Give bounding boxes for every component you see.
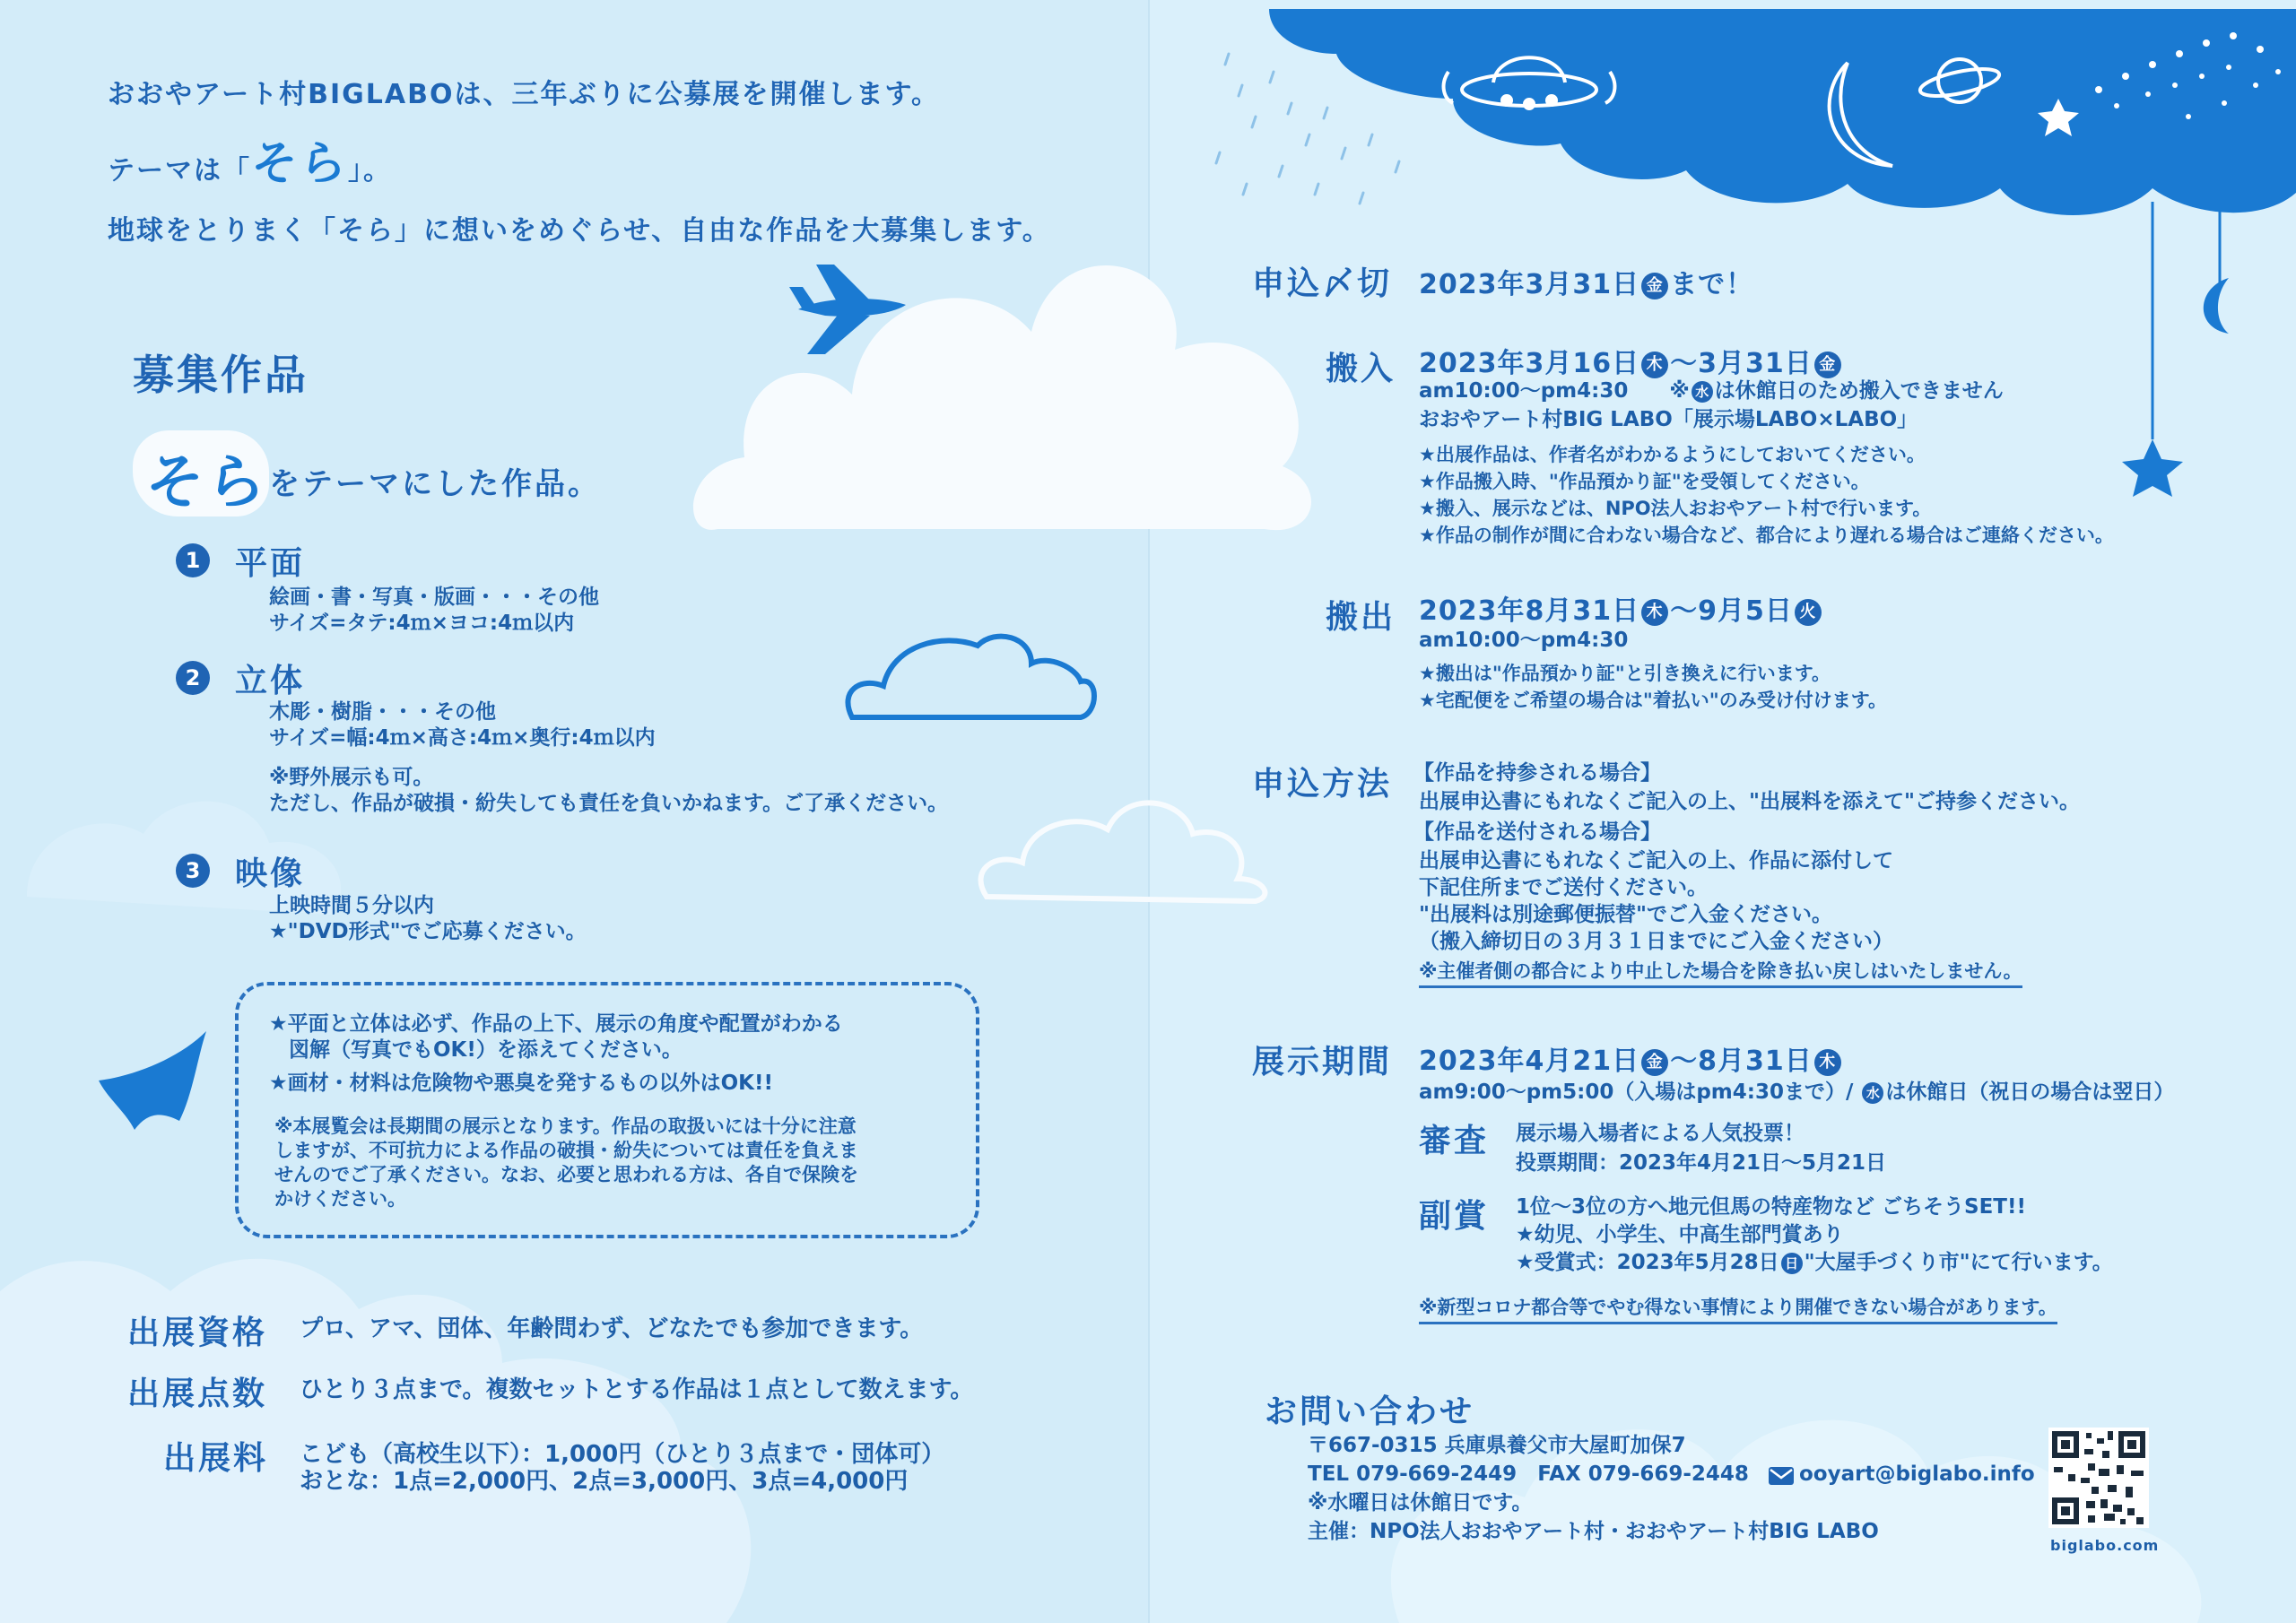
theme-suffix: 」。 — [348, 155, 393, 187]
carry-in-time-line — [1419, 378, 2004, 404]
exhibit-date-start: 2023年4月21日 — [1419, 1046, 1640, 1077]
category-2-line2: サイズ=幅:4ｍ×高さ:4ｍ×奥行:4ｍ以内 — [269, 726, 656, 750]
carry-in-place: おおやアート村BIG LABO「展示場LABO×LABO」 — [1419, 408, 1918, 431]
prize-line3-prefix: ★受賞式：2023年5月28日 — [1516, 1251, 1779, 1274]
bird-illustration — [99, 1031, 206, 1130]
notes-line4: ※本展覧会は長期間の展示となります。作品の取扱いには十分に注意 — [274, 1115, 857, 1137]
carry-in-label: 搬入 — [1326, 351, 1396, 387]
exhibit-label: 展示期間 — [1252, 1044, 1393, 1081]
carry-in-bullet2: ★作品搬入時、"作品預かり証"を受領してください。 — [1419, 471, 1870, 492]
count-label: 出展点数 — [127, 1376, 268, 1412]
covid-note: ※新型コロナ都合等でやむ得ない事情により開催できない場合があります。 — [1419, 1296, 2057, 1324]
deadline-date-line — [1419, 262, 1753, 301]
works-theme-text: をテーマにした作品。 — [269, 466, 601, 502]
prize-line1: 1位〜3位の方へ地元但馬の特産物など ごちそうSET!! — [1516, 1195, 2026, 1219]
fee-line1: こども（高校生以下）：1,000円（ひとり３点まで・団体可） — [300, 1441, 945, 1468]
carry-in-date-line — [1419, 341, 1843, 380]
eligibility-text: プロ、アマ、団体、年齢問わず、どなたでも参加できます。 — [300, 1315, 924, 1342]
fee-line2: おとな：1点=2,000円、2点=3,000円、3点=4,000円 — [300, 1468, 909, 1495]
exhibit-tilde: 〜 — [1670, 1046, 1699, 1077]
theme-prefix: テーマは「 — [108, 155, 251, 187]
judge-line2: 投票期間：2023年4月21日〜5月21日 — [1516, 1151, 1887, 1175]
prize-line2: ★幼児、小学生、中高生部門賞あり — [1516, 1223, 1844, 1246]
sora-tag-word: そら — [145, 447, 267, 516]
carry-out-tilde: 〜 — [1670, 595, 1699, 627]
deadline-label: 申込〆切 — [1252, 265, 1393, 302]
carry-in-date-start: 2023年3月16日 — [1419, 348, 1640, 379]
intro-line1: おおやアート村BIGLABOは、三年ぶりに公募展を開催します。 — [108, 79, 941, 110]
judge-line1: 展示場入場者による人気投票！ — [1516, 1122, 1805, 1145]
night-sky-cloud — [1269, 9, 2296, 215]
apply-case2-title: 【作品を送付される場合】 — [1413, 820, 1661, 844]
hanging-moon-illustration — [2204, 278, 2229, 334]
carry-out-time: am10:00〜pm4:30 — [1419, 629, 1629, 652]
contact-closed: ※水曜日は休館日です。 — [1308, 1491, 1533, 1515]
carry-in-tilde: 〜 — [1670, 348, 1699, 379]
eligibility-label: 出展資格 — [127, 1315, 268, 1351]
carry-out-date-start: 2023年8月31日 — [1419, 595, 1640, 627]
category-1-line1: 絵画・書・写真・版画・・・その他 — [269, 586, 599, 609]
judge-label: 審査 — [1419, 1123, 1490, 1159]
carry-in-note-day: 水 — [1692, 381, 1713, 403]
site-url[interactable]: biglabo.com — [2050, 1537, 2160, 1554]
apply-label: 申込方法 — [1252, 766, 1393, 803]
apply-case2-line3: "出展料は別途郵便振替"でご入金ください。 — [1419, 903, 1832, 926]
carry-out-date-line — [1419, 588, 1823, 628]
category-2-line1: 木彫・樹脂・・・その他 — [269, 700, 496, 724]
count-text: ひとり３点まで。複数セットとする作品は１点として数えます。 — [300, 1376, 974, 1403]
deadline-suffix: まで！ — [1670, 269, 1754, 300]
carry-out-date-end: 9月5日 — [1698, 595, 1793, 627]
intro-line3: 地球をとりまく「そら」に想いをめぐらせ、自由な作品を大募集します。 — [108, 215, 1051, 247]
notes-line1: ★平面と立体は必ず、作品の上下、展示の角度や配置がわかる — [269, 1012, 843, 1036]
notes-line5: しますが、不可抗力による作品の破損・紛失については責任を負えま — [274, 1140, 858, 1161]
carry-out-bullet1: ★搬出は"作品預かり証"と引き換えに行います。 — [1419, 663, 1831, 684]
carry-in-bullet1: ★出展作品は、作者名がわかるようにしておいてください。 — [1419, 444, 1926, 465]
qr-code-icon[interactable] — [2048, 1428, 2149, 1528]
prize-line3-day: 日 — [1781, 1253, 1803, 1274]
category-3-line1: 上映時間５分以内 — [269, 894, 434, 917]
category-number-2: 2 — [176, 661, 210, 695]
fee-label: 出展料 — [163, 1440, 269, 1477]
exhibit-date-line — [1419, 1038, 1843, 1078]
deadline-date: 2023年3月31日 — [1419, 269, 1640, 300]
apply-case1-title: 【作品を持参される場合】 — [1413, 761, 1661, 785]
apply-case2-line2: 下記住所までご送付ください。 — [1419, 876, 1708, 899]
category-title-2: 立体 — [235, 663, 306, 699]
theme-word: そら — [251, 137, 349, 191]
category-3-line2: ★"DVD形式"でご応募ください。 — [269, 920, 587, 943]
carry-in-time: am10:00〜pm4:30 — [1419, 379, 1629, 403]
intro-theme-line — [108, 126, 392, 193]
category-number-1: 1 — [176, 543, 210, 577]
hanging-star-illustration — [2122, 439, 2183, 497]
contact-tel-fax: TEL 079-669-2449 FAX 079-669-2448 — [1308, 1462, 1749, 1486]
contact-heading: お問い合わせ — [1265, 1393, 1475, 1430]
carry-in-note: は休館日のため搬入できません — [1714, 379, 2004, 403]
exhibit-hours-line — [1419, 1080, 2174, 1106]
category-number-3: 3 — [176, 854, 210, 888]
category-title-1: 平面 — [235, 545, 306, 582]
carry-in-day-start: 木 — [1641, 352, 1668, 378]
deadline-day-badge: 金 — [1641, 273, 1668, 299]
notes-line6: せんのでご了承ください。なお、必要と思われる方は、各自で保険を — [274, 1164, 858, 1185]
carry-out-label: 搬出 — [1326, 599, 1396, 636]
outline-cloud-illustration — [848, 637, 1094, 717]
apply-note: ※主催者側の都合により中止した場合を除き払い戻しはいたしません。 — [1419, 959, 2022, 988]
carry-in-date-end: 3月31日 — [1698, 348, 1813, 379]
carry-in-bullet3: ★搬入、展示などは、NPO法人おおやアート村で行います。 — [1419, 498, 1932, 519]
exhibit-date-end: 8月31日 — [1698, 1046, 1813, 1077]
apply-case2-line4: （搬入締切日の３月３１日までにご入金ください） — [1419, 930, 1893, 953]
contact-email[interactable]: ooyart@biglabo.info — [1799, 1462, 2035, 1486]
category-2-note1: ※野外展示も可。 — [269, 766, 434, 789]
prize-line3 — [1516, 1250, 2113, 1276]
exhibit-hours-day: 水 — [1862, 1082, 1883, 1104]
white-outline-cloud — [981, 803, 1265, 901]
works-heading: 募集作品 — [133, 351, 309, 399]
carry-in-day-end: 金 — [1814, 352, 1841, 378]
carry-in-note-prefix: ※ — [1669, 379, 1690, 403]
carry-out-day-end: 火 — [1795, 599, 1822, 626]
apply-case1-text: 出展申込書にもれなくご記入の上、"出展料を添えて"ご持参ください。 — [1419, 790, 2080, 813]
carry-in-bullet4: ★作品の制作が間に合わない場合など、都合により遅れる場合はご連絡ください。 — [1419, 525, 2114, 546]
notes-line3: ★画材・材料は危険物や悪臭を発するもの以外はOK!! — [269, 1072, 773, 1095]
category-title-3: 映像 — [235, 855, 306, 892]
big-cloud-illustration — [693, 265, 1311, 530]
contact-address: 〒667-0315 兵庫県養父市大屋町加保7 — [1308, 1434, 1686, 1457]
category-1-line2: サイズ=タテ:4ｍ×ヨコ:4ｍ以内 — [269, 612, 575, 635]
prize-label: 副賞 — [1419, 1198, 1490, 1235]
exhibit-day-end: 木 — [1814, 1049, 1841, 1076]
category-2-note2: ただし、作品が破損・紛失しても責任を負いかねます。ご了承ください。 — [269, 792, 949, 815]
prize-line3-suffix: "大屋手づくり市"にて行います。 — [1804, 1251, 2113, 1274]
exhibit-hours-prefix: am9:00〜pm5:00（入場はpm4:30まで）/ — [1419, 1081, 1861, 1104]
exhibit-day-start: 金 — [1641, 1049, 1668, 1076]
notes-line2: 図解（写真でもOK!）を添えてください。 — [289, 1038, 683, 1062]
notes-line7: かけください。 — [274, 1188, 406, 1210]
contact-organizer: 主催：NPO法人おおやアート村・おおやアート村BIG LABO — [1308, 1520, 1879, 1543]
exhibit-hours-suffix: は休館日（祝日の場合は翌日） — [1885, 1081, 2175, 1104]
apply-case2-line1: 出展申込書にもれなくご記入の上、作品に添付して — [1419, 849, 1893, 872]
carry-out-bullet2: ★宅配便をご希望の場合は"着払い"のみ受け付けます。 — [1419, 690, 1888, 711]
carry-out-day-start: 木 — [1641, 599, 1668, 626]
mail-icon — [1769, 1467, 1794, 1485]
